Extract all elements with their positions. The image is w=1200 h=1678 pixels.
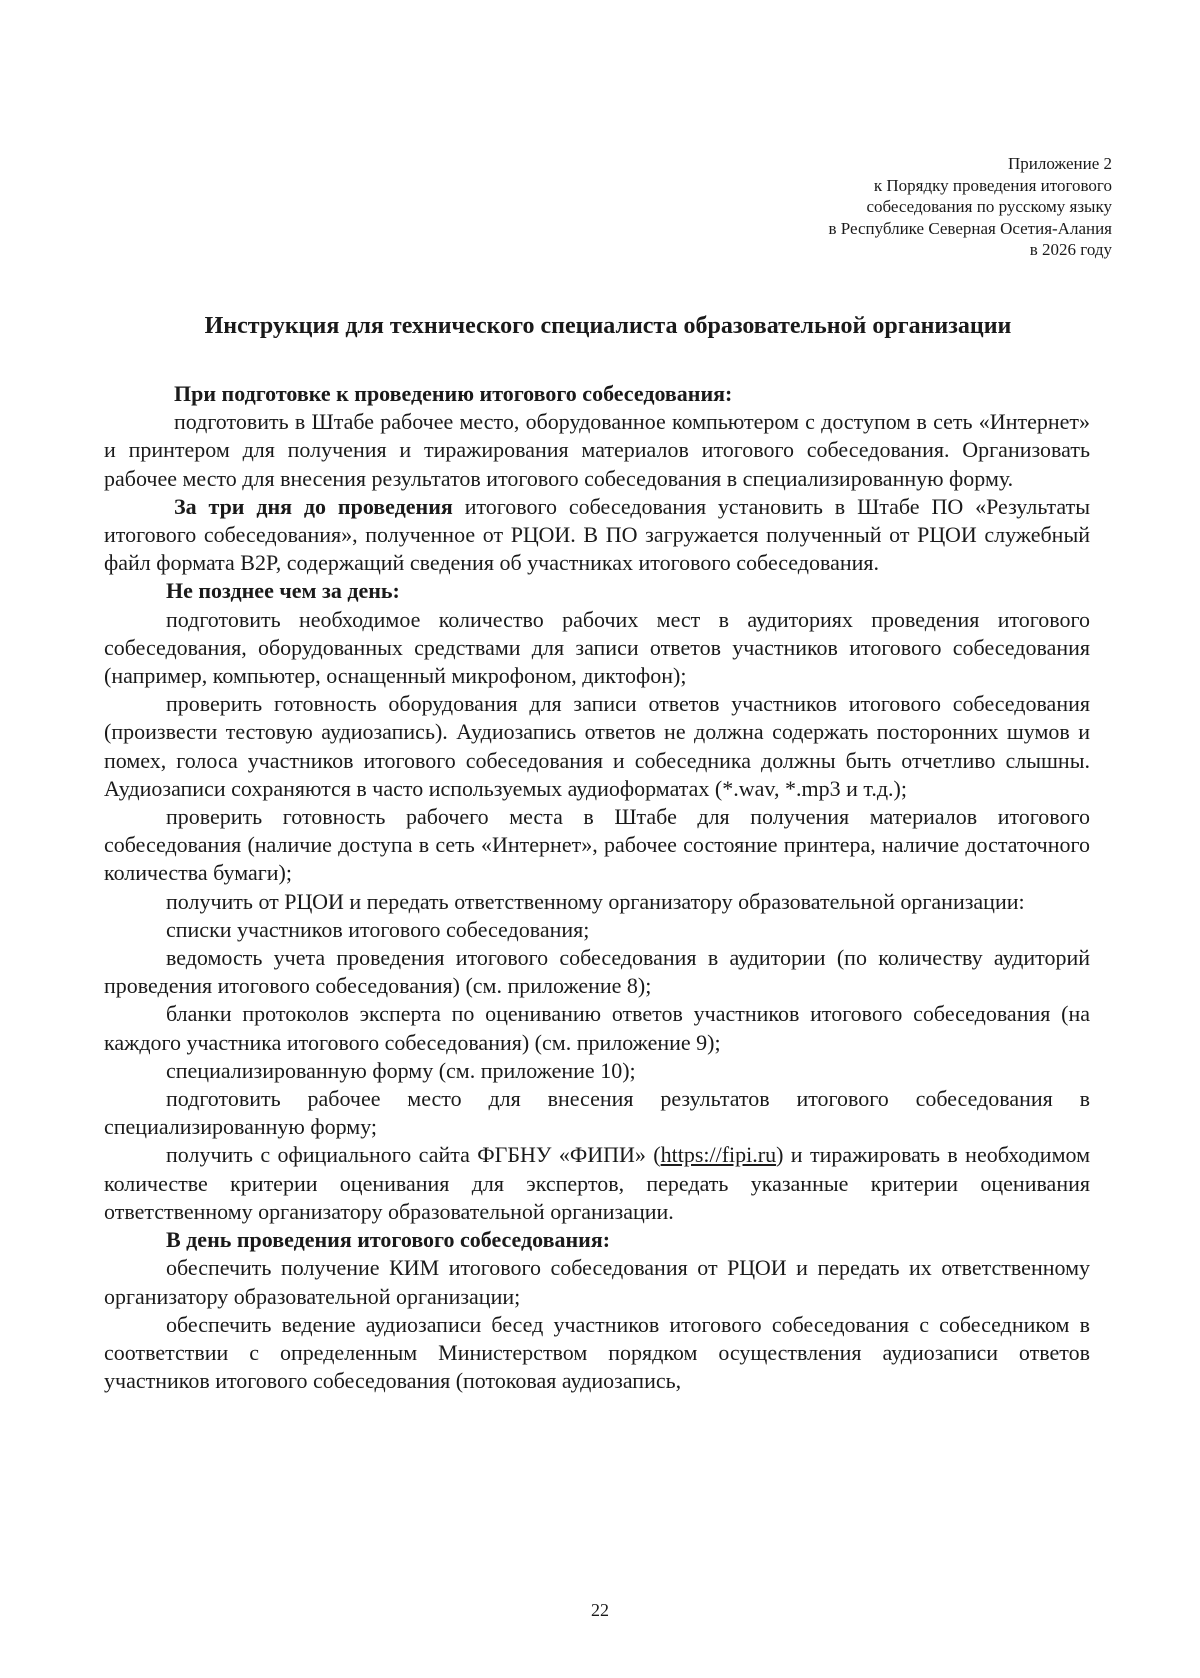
paragraph: подготовить в Штабе рабочее место, оборудованное компьютером с доступом в сеть «Интернет» и принтером для получения и тиражирования материалов итогового собеседования. Организовать рабочее место для внесения результатов итогового собеседования в специализированную форму. xyxy=(104,409,1090,491)
paragraph-text: итогового собеседования установить в Штабе ПО «Результаты итогового собеседования», полученное от РЦОИ. В ПО загружается полученный от РЦОИ служебный файл формата B2P, содержащий сведения об участниках итогового собеседования. xyxy=(104,493,1090,576)
list-item: специализированную форму (см. приложение 10); xyxy=(166,1057,636,1083)
section-heading-day-before: Не позднее чем за день: xyxy=(166,578,400,604)
appendix-line: в Республике Северная Осетия-Алания xyxy=(828,218,1112,238)
list-item: списки участников итогового собеседования; xyxy=(166,916,590,942)
list-item: подготовить рабочее место для внесения результатов итогового собеседования в специализированную форму; xyxy=(104,1086,1090,1140)
appendix-line: к Порядку проведения итогового xyxy=(873,175,1112,195)
paragraph-text: получить с официального сайта ФГБНУ «ФИПИ» ( xyxy=(166,1142,661,1168)
document-body xyxy=(104,380,1090,1395)
list-item: проверить готовность оборудования для записи ответов участников итогового собеседования (произвести тестовую аудиозапись). Аудиозапись ответов не должна содержать посторонних шумов и помех, голоса участников итогового собеседования и собеседника должны быть отчетливо слышны. Аудиозаписи сохраняются в часто используемых аудиоформатах (*.wav, *.mp3 и т.д.); xyxy=(104,691,1090,801)
list-item: проверить готовность рабочего места в Штабе для получения материалов итогового собеседования (наличие доступа в сеть «Интернет», рабочее состояние принтера, наличие достаточного количества бумаги); xyxy=(104,804,1090,886)
section-heading-preparation: При подготовке к проведению итогового собеседования: xyxy=(174,381,733,406)
appendix-line: Приложение 2 xyxy=(1008,154,1112,173)
list-item: бланки протоколов эксперта по оцениванию ответов участников итогового собеседования (на каждого участника итогового собеседования) (см. приложение 9); xyxy=(104,1001,1090,1055)
list-item: обеспечить ведение аудиозаписи бесед участников итогового собеседования с собеседником в соответствии с определенным Министерством порядком осуществления аудиозаписи ответов участников итогового собеседования (потоковая аудиозапись, xyxy=(104,1311,1090,1394)
fipi-link[interactable]: https://fipi.ru xyxy=(660,1142,777,1168)
list-item: получить от РЦОИ и передать ответственному организатору образовательной организации: xyxy=(166,888,1025,914)
paragraph-text: ) и тиражировать в необходимом количестве критерии оценивания для экспертов, передать указанные критерии оценивания ответственному организатору образовательной организации. xyxy=(104,1142,1090,1224)
list-item-fipi xyxy=(104,1141,1090,1226)
list-item: ведомость учета проведения итогового собеседования в аудитории (по количеству аудиторий проведения итогового собеседования) (см. приложение 8); xyxy=(104,945,1090,999)
appendix-line: в 2026 году xyxy=(1029,240,1112,260)
bold-phrase: За три дня до проведения xyxy=(174,493,453,519)
document-title: Инструкция для технического специалиста образовательной организации xyxy=(204,313,1012,339)
section-heading-exam-day: В день проведения итогового собеседования: xyxy=(166,1227,611,1253)
appendix-line: собеседования по русскому языку xyxy=(866,197,1112,217)
list-item: обеспечить получение КИМ итогового собеседования от РЦОИ и передать их ответственному организатору образовательной организации; xyxy=(104,1255,1090,1309)
list-item: подготовить необходимое количество рабочих мест в аудиториях проведения итогового собеседования, оборудованных средствами для записи ответов участников итогового собеседования (например, компьютер, оснащенный микрофоном, диктофон); xyxy=(104,606,1090,689)
paragraph-three-days xyxy=(104,493,1090,578)
page-number: 22 xyxy=(591,1600,609,1620)
appendix-header xyxy=(828,153,1112,261)
